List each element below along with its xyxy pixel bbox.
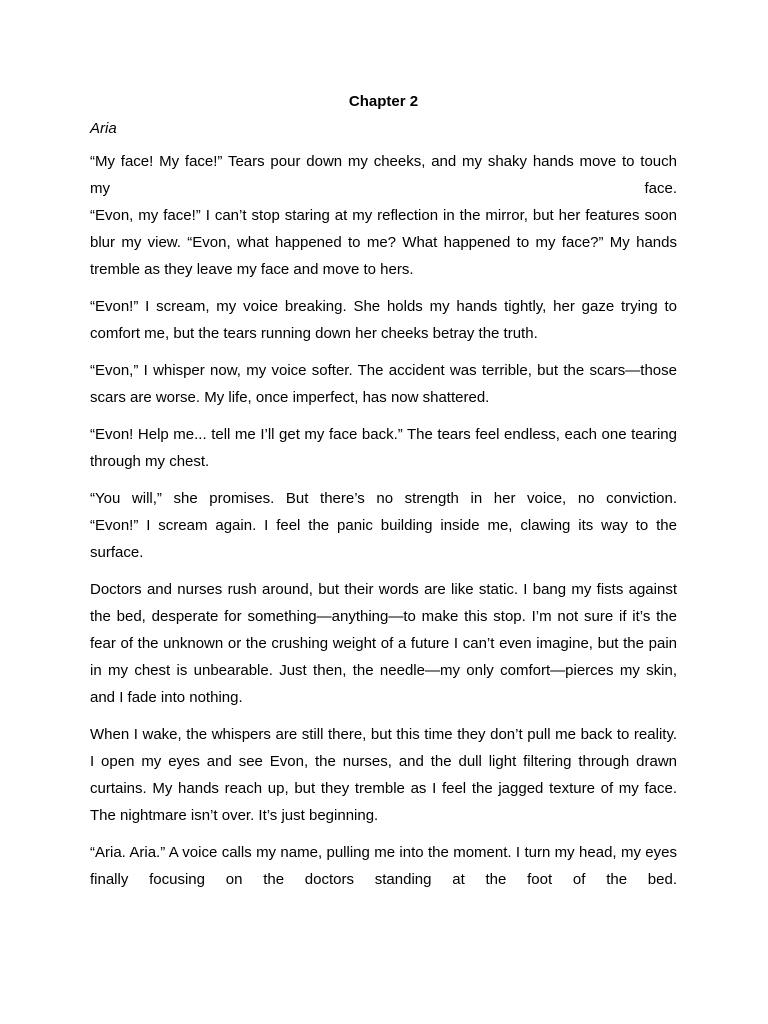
paragraph-text: “Evon!” I scream again. I feel the panic building inside me, clawing its way to the surface. [90,517,677,561]
paragraph: “Evon,” I whisper now, my voice softer. The accident was terrible, but the scars—those scars are worse. My life, once imperfect, has now shattered. [90,362,677,406]
pov-heading: Aria [90,120,117,137]
paragraph: Doctors and nurses rush around, but their words are like static. I bang my fists against the bed, desperate for something—anything—to make this stop. I’m not sure if it’s the fear of the unknown or the crushing weight of a future I can’t even imagine, but the pain in my chest is unbearable. Just then, the needle—my only comfort—pierces my skin, and I fade into nothing. [90,581,677,706]
paragraph-line: “Aria. Aria.” A voice calls my name, pulling me into the moment. I turn my head, my eyes [90,844,677,861]
paragraph-text: “Evon, my face!” I can’t stop staring at my reflection in the mirror, but her features soon blur my view. “Evon, what happened to me? What happened to my face?” My hands tremble as they leave my face and move to hers. [90,207,677,278]
paragraph-line: finally focusing on the doctors standing at the foot of the bed. [90,871,677,888]
paragraph: “Evon! Help me... tell me I’ll get my face back.” The tears feel endless, each one tearing through my chest. [90,426,677,470]
paragraph: When I wake, the whispers are still there, but this time they don’t pull me back to reality. I open my eyes and see Evon, the nurses, and the dull light filtering through drawn curtains. My hands reach up, but they tremble as I feel the jagged texture of my face. The nightmare isn’t over. It’s just beginning. [90,726,677,824]
paragraph-line: my face. [90,180,677,197]
paragraph [90,485,677,566]
paragraph-line: “You will,” she promises. But there’s no strength in her voice, no conviction. [90,490,677,507]
document-body [90,93,677,903]
paragraph [90,148,677,283]
chapter-title: Chapter 2 [348,93,419,110]
paragraph [90,839,677,893]
paragraph-line: “My face! My face!” Tears pour down my cheeks, and my shaky hands move to touch [90,153,677,170]
paragraph: “Evon!” I scream, my voice breaking. She holds my hands tightly, her gaze trying to comfort me, but the tears running down her cheeks betray the truth. [90,298,677,342]
